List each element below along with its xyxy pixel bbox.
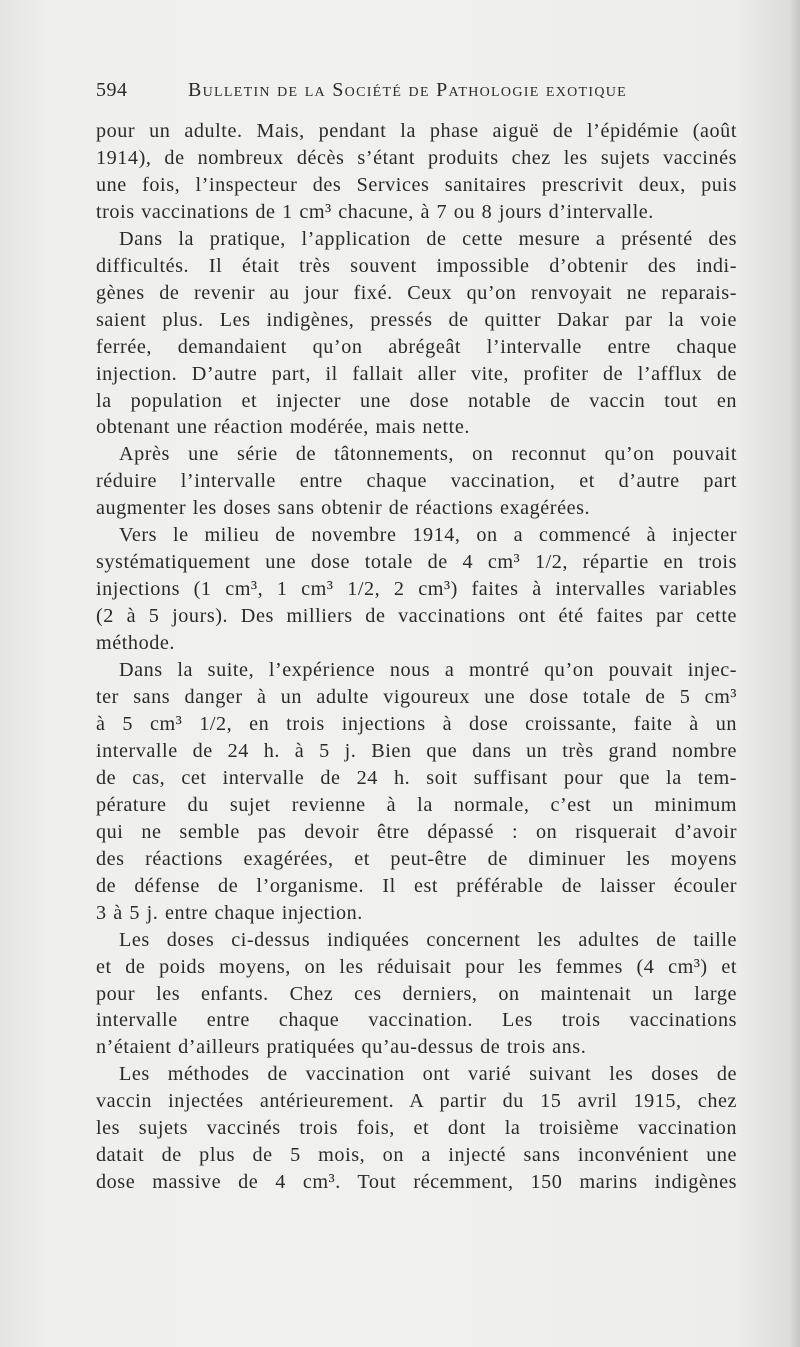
text-line: vaccin injectées antérieurement. A partir du 15 avril 1915, chez bbox=[96, 1090, 737, 1113]
text-line: à 5 cm³ 1/2, en trois injections à dose croissante, faite à un bbox=[96, 712, 737, 735]
text-line: de cas, cet intervalle de 24 h. soit suffisant pour que la tem- bbox=[96, 766, 737, 789]
text-line: 3 à 5 j. entre chaque injection. bbox=[96, 901, 363, 924]
text-line: Vers le milieu de novembre 1914, on a commencé à injecter bbox=[119, 524, 737, 547]
text-line: ferrée, demandaient qu’on abrégeât l’intervalle entre chaque bbox=[96, 335, 737, 358]
text-line: Les doses ci-dessus indiquées concernent les adultes de taille bbox=[119, 928, 737, 951]
text-line: (2 à 5 jours). Des milliers de vaccinations ont été faites par cette bbox=[96, 605, 737, 628]
text-line: ter sans danger à un adulte vigoureux une dose totale de 5 cm³ bbox=[96, 686, 737, 709]
text-line: Après une série de tâtonnements, on reconnut qu’on pouvait bbox=[119, 443, 737, 466]
text-line: Dans la suite, l’expérience nous a montré qu’on pouvait injec- bbox=[119, 659, 737, 682]
text-line: dose massive de 4 cm³. Tout récemment, 150 marins indigènes bbox=[96, 1171, 737, 1194]
text-line: n’étaient d’ailleurs pratiquées qu’au-dessus de trois ans. bbox=[96, 1036, 587, 1059]
text-line: augmenter les doses sans obtenir de réactions exagérées. bbox=[96, 497, 591, 520]
text-line: difficultés. Il était très souvent impossible d’obtenir des indi- bbox=[96, 254, 737, 277]
text-line: pour les enfants. Chez ces derniers, on maintenait un large bbox=[96, 982, 737, 1005]
text-line: qui ne semble pas devoir être dépassé : on risquerait d’avoir bbox=[96, 820, 737, 843]
article-body bbox=[96, 118, 737, 1196]
text-line: 1914), de nombreux décès s’étant produits chez les sujets vaccinés bbox=[96, 146, 737, 169]
text-line: saient plus. Les indigènes, pressés de quitter Dakar par la voie bbox=[96, 308, 737, 331]
text-line: trois vaccinations de 1 cm³ chacune, à 7 ou 8 jours d’intervalle. bbox=[96, 200, 654, 223]
text-line: systématiquement une dose totale de 4 cm³ 1/2, répartie en trois bbox=[96, 551, 737, 574]
text-line: des réactions exagérées, et peut-être de diminuer les moyens bbox=[96, 847, 737, 870]
text-line: injection. D’autre part, il fallait aller vite, profiter de l’afflux de bbox=[96, 362, 737, 385]
text-line: de défense de l’organisme. Il est préférable de laisser écouler bbox=[96, 874, 737, 897]
text-line: Dans la pratique, l’application de cette mesure a présenté des bbox=[119, 227, 737, 250]
text-line: les sujets vaccinés trois fois, et dont la troisième vaccination bbox=[96, 1117, 737, 1140]
running-title: Bulletin de la Société de Pathologie exotique bbox=[188, 79, 628, 101]
text-line: obtenant une réaction modérée, mais nette. bbox=[96, 416, 470, 439]
text-line: la population et injecter une dose notable de vaccin tout en bbox=[96, 389, 737, 412]
text-line: pérature du sujet revienne à la normale, c’est un minimum bbox=[96, 793, 737, 816]
text-line: pour un adulte. Mais, pendant la phase aiguë de l’épidémie (août bbox=[96, 120, 737, 142]
text-line: gènes de revenir au jour fixé. Ceux qu’on renvoyait ne reparais- bbox=[96, 281, 737, 304]
text-line: intervalle entre chaque vaccination. Les trois vaccinations bbox=[96, 1009, 737, 1032]
text-line: datait de plus de 5 mois, on a injecté sans inconvénient une bbox=[96, 1144, 737, 1167]
text-line: Les méthodes de vaccination ont varié suivant les doses de bbox=[119, 1063, 737, 1086]
text-line: et de poids moyens, on les réduisait pour les femmes (4 cm³) et bbox=[96, 955, 737, 978]
page-number: 594 bbox=[96, 79, 128, 101]
text-line: injections (1 cm³, 1 cm³ 1/2, 2 cm³) faites à intervalles variables bbox=[96, 578, 737, 601]
page-header bbox=[96, 79, 756, 109]
text-line: une fois, l’inspecteur des Services sanitaires prescrivit deux, puis bbox=[96, 173, 737, 196]
text-line: intervalle de 24 h. à 5 j. Bien que dans un très grand nombre bbox=[96, 739, 737, 762]
text-line: méthode. bbox=[96, 632, 175, 655]
page-edge-shadow bbox=[791, 0, 800, 1347]
text-line: réduire l’intervalle entre chaque vaccination, et d’autre part bbox=[96, 470, 737, 493]
